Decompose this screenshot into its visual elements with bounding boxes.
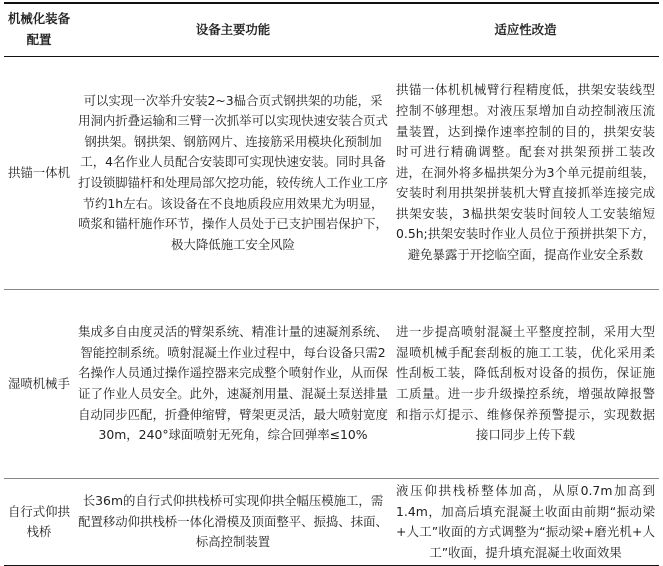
equipment-function: 可以实现一次举升安装2~3榀合页式钢拱架的功能，采用洞内折叠运输和三臂一次抓举可以实现快速安装合页式钢拱架。钢拱架、钢筋网片、连接筋采用模块化预制加工，4名作业人员配合安装即可实现快速安装。同时具备打设锁脚锚杆和处理局部欠挖功能，较传统人工作业工序节约1h左右。该设备在不良地质段应用效果尤为明显，喷浆和锚杆施作环节，操作人员处于已支护围岩保护下，极大降低施工安全风险 — [78, 92, 388, 252]
equipment-adaptation: 进一步提高喷射混凝土平整度控制，采用大型湿喷机械手配套刮板的施工工装，优化采用柔性刮板工装，降低刮板对设备的损伤，保证施工质量。进一步升级操控系统，增强故障报警和指示灯提示、维修保养预警提示，实现数据接口同步上传下载 — [396, 324, 655, 443]
header-function: 设备主要功能 — [195, 21, 271, 37]
equipment-function: 集成多自由度灵活的臂架系统、精准计量的速凝剂系统、智能控制系统。喷射混凝土作业过程中，每台设备只需2名操作人员通过操作遥控器来完成整个喷射作业，从而保证了作业人员安全。此外，速凝剂用量、混凝土泵送排量自动同步匹配，折叠伸缩臂，臂架更灵活，最大喷射宽度30m，240°球面喷射无死角，综合回弹率≤10% — [78, 324, 388, 443]
equipment-name: 拱锚一体机 — [8, 164, 70, 180]
equipment-function: 长36m的自行式仰拱栈桥可实现仰拱全幅压模施工，需配置移动仰拱栈桥一体化滑模及顶面整平、振捣、抹面、标高控制装置 — [78, 493, 388, 550]
equipment-name: 湿喷机械手 — [8, 375, 70, 391]
equipment-table — [4, 2, 659, 566]
equipment-name: 自行式仰拱栈桥 — [8, 503, 70, 540]
table-row — [4, 290, 659, 479]
header-equipment: 机械化装备配置 — [8, 11, 70, 47]
equipment-adaptation: 液压仰拱栈桥整体加高，从原0.7m加高到1.4m，加高后填充混凝土收面由前期“振动梁+人工”收面的方式调整为“振动梁+磨光机+人工”收面，提升填充混凝土收面效果 — [396, 483, 655, 560]
header-row — [4, 3, 659, 57]
table-row — [4, 479, 659, 566]
table-row — [4, 57, 659, 290]
header-adaptation: 适应性改造 — [494, 21, 557, 37]
equipment-adaptation: 拱锚一体机机械臂行程精度低，拱架安装线型控制不够理想。对液压泵增加自动控制液压流量装置，达到操作速率控制的目的，拱架安装时可进行精确调整。配套对拱架预拼工装改进，在洞外将多榀拱架分为3个单元提前组装，安装时利用拱架拼装机大臂直接抓举连接完成拱架安装，3榀拱架安装时间较人工安装缩短0.5h;拱架安装时作业人员位于预拼拱架下方，避免暴露于开挖临空面，提高作业安全系数 — [396, 82, 655, 263]
